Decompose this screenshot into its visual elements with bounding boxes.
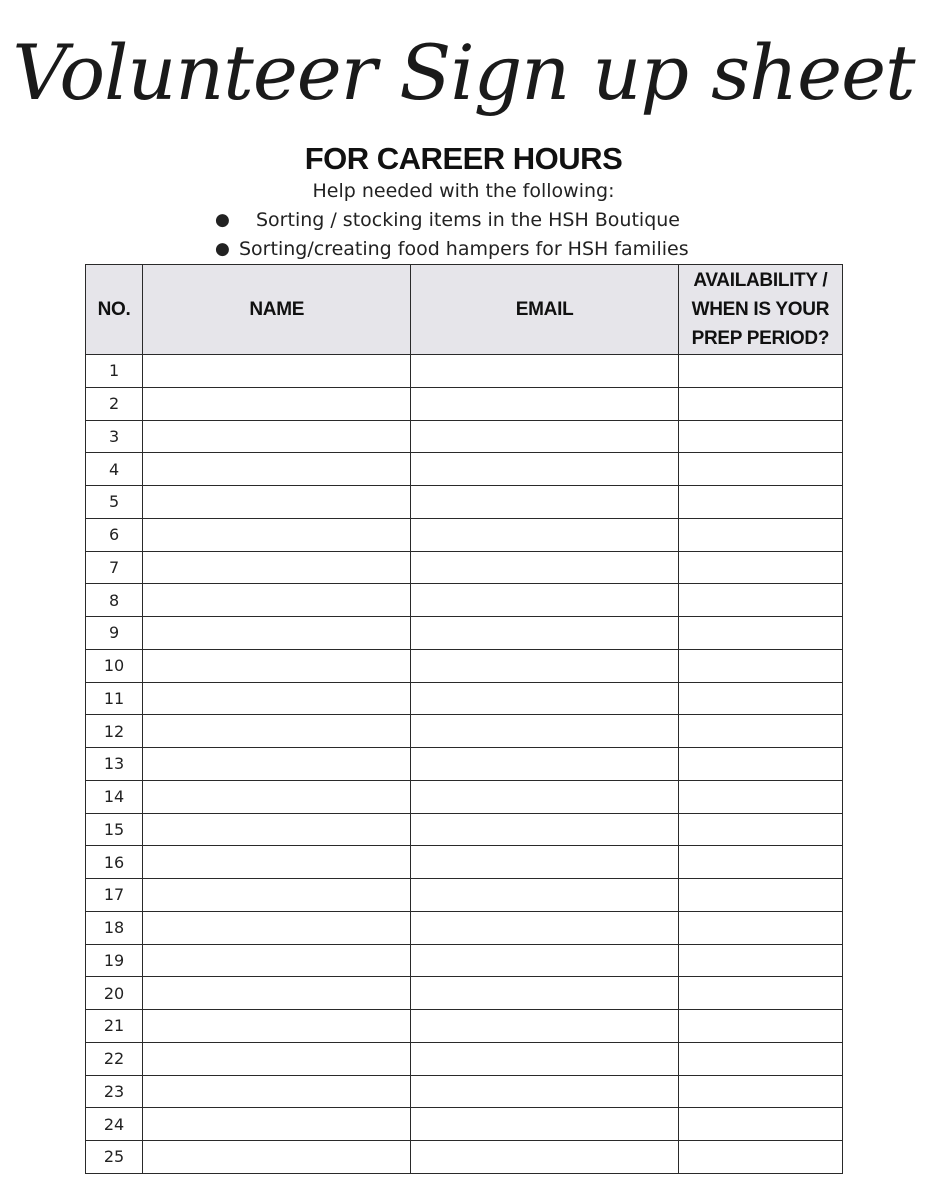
availability-cell[interactable] <box>678 846 842 879</box>
signup-table <box>85 264 843 1174</box>
name-cell[interactable] <box>143 846 411 879</box>
name-cell[interactable] <box>143 748 411 781</box>
email-cell[interactable] <box>411 911 678 944</box>
bullet-icon: ● <box>215 210 230 230</box>
table-row <box>86 1075 843 1108</box>
column-header-no: NO. <box>86 265 143 355</box>
row-number: 23 <box>86 1075 143 1108</box>
email-cell[interactable] <box>411 649 678 682</box>
availability-cell[interactable] <box>678 420 842 453</box>
availability-cell[interactable] <box>678 911 842 944</box>
availability-cell[interactable] <box>678 387 842 420</box>
row-number: 12 <box>86 715 143 748</box>
task-text: Sorting/creating food hampers for HSH families <box>239 238 689 260</box>
row-number: 20 <box>86 977 143 1010</box>
name-cell[interactable] <box>143 1141 411 1174</box>
name-cell[interactable] <box>143 1108 411 1141</box>
table-row <box>86 387 843 420</box>
table-row <box>86 649 843 682</box>
table-row <box>86 420 843 453</box>
name-cell[interactable] <box>143 813 411 846</box>
name-cell[interactable] <box>143 420 411 453</box>
row-number: 22 <box>86 1042 143 1075</box>
table-row <box>86 977 843 1010</box>
table-row <box>86 780 843 813</box>
row-number: 1 <box>86 355 143 388</box>
name-cell[interactable] <box>143 649 411 682</box>
email-cell[interactable] <box>411 748 678 781</box>
email-cell[interactable] <box>411 355 678 388</box>
table-row <box>86 715 843 748</box>
table-row <box>86 486 843 519</box>
table-row <box>86 748 843 781</box>
table-row <box>86 1042 843 1075</box>
table-row <box>86 1010 843 1043</box>
row-number: 14 <box>86 780 143 813</box>
email-cell[interactable] <box>411 944 678 977</box>
row-number: 5 <box>86 486 143 519</box>
availability-cell[interactable] <box>678 879 842 912</box>
table-row <box>86 355 843 388</box>
availability-cell[interactable] <box>678 518 842 551</box>
row-number: 25 <box>86 1141 143 1174</box>
availability-cell[interactable] <box>678 944 842 977</box>
name-cell[interactable] <box>143 977 411 1010</box>
task-text: Sorting / stocking items in the HSH Boutique <box>256 209 680 231</box>
bullet-icon: ● <box>215 239 230 259</box>
email-cell[interactable] <box>411 584 678 617</box>
row-number: 7 <box>86 551 143 584</box>
email-cell[interactable] <box>411 387 678 420</box>
email-cell[interactable] <box>411 1042 678 1075</box>
email-cell[interactable] <box>411 1010 678 1043</box>
availability-cell[interactable] <box>678 1010 842 1043</box>
name-cell[interactable] <box>143 584 411 617</box>
table-row <box>86 1141 843 1174</box>
name-cell[interactable] <box>143 944 411 977</box>
row-number: 16 <box>86 846 143 879</box>
availability-cell[interactable] <box>678 486 842 519</box>
table-row <box>86 879 843 912</box>
table-row <box>86 911 843 944</box>
column-header-availability: AVAILABILITY / WHEN IS YOUR PREP PERIOD? <box>678 265 842 355</box>
email-cell[interactable] <box>411 551 678 584</box>
row-number: 24 <box>86 1108 143 1141</box>
intro-text: Help needed with the following: <box>312 180 615 202</box>
name-cell[interactable] <box>143 1075 411 1108</box>
email-cell[interactable] <box>411 879 678 912</box>
table-row <box>86 551 843 584</box>
availability-cell[interactable] <box>678 584 842 617</box>
name-cell[interactable] <box>143 387 411 420</box>
row-number: 21 <box>86 1010 143 1043</box>
email-cell[interactable] <box>411 780 678 813</box>
row-number: 19 <box>86 944 143 977</box>
name-cell[interactable] <box>143 486 411 519</box>
availability-cell[interactable] <box>678 1108 842 1141</box>
name-cell[interactable] <box>143 682 411 715</box>
table-row <box>86 1108 843 1141</box>
availability-cell[interactable] <box>678 715 842 748</box>
row-number: 3 <box>86 420 143 453</box>
email-cell[interactable] <box>411 977 678 1010</box>
email-cell[interactable] <box>411 1108 678 1141</box>
name-cell[interactable] <box>143 911 411 944</box>
email-cell[interactable] <box>411 486 678 519</box>
availability-cell[interactable] <box>678 617 842 650</box>
email-cell[interactable] <box>411 453 678 486</box>
table-header-row <box>86 265 843 355</box>
task-item <box>0 206 927 235</box>
email-cell[interactable] <box>411 518 678 551</box>
table-row <box>86 813 843 846</box>
availability-cell[interactable] <box>678 649 842 682</box>
column-header-name: NAME <box>143 265 411 355</box>
name-cell[interactable] <box>143 879 411 912</box>
task-list <box>0 206 927 264</box>
email-cell[interactable] <box>411 617 678 650</box>
table-row <box>86 584 843 617</box>
row-number: 17 <box>86 879 143 912</box>
task-item <box>0 235 927 264</box>
availability-cell[interactable] <box>678 551 842 584</box>
email-cell[interactable] <box>411 1141 678 1174</box>
row-number: 8 <box>86 584 143 617</box>
availability-cell[interactable] <box>678 813 842 846</box>
page-subtitle: FOR CAREER HOURS <box>304 141 623 176</box>
name-cell[interactable] <box>143 1010 411 1043</box>
table-row <box>86 617 843 650</box>
email-cell[interactable] <box>411 682 678 715</box>
email-cell[interactable] <box>411 813 678 846</box>
table-row <box>86 682 843 715</box>
table-body <box>86 355 843 1174</box>
row-number: 6 <box>86 518 143 551</box>
name-cell[interactable] <box>143 551 411 584</box>
row-number: 13 <box>86 748 143 781</box>
row-number: 11 <box>86 682 143 715</box>
name-cell[interactable] <box>143 355 411 388</box>
availability-cell[interactable] <box>678 355 842 388</box>
name-cell[interactable] <box>143 780 411 813</box>
row-number: 9 <box>86 617 143 650</box>
email-cell[interactable] <box>411 420 678 453</box>
email-cell[interactable] <box>411 846 678 879</box>
name-cell[interactable] <box>143 617 411 650</box>
name-cell[interactable] <box>143 518 411 551</box>
table-row <box>86 453 843 486</box>
page-title: Volunteer Sign up sheet <box>12 28 915 117</box>
availability-cell[interactable] <box>678 780 842 813</box>
availability-cell[interactable] <box>678 977 842 1010</box>
table-row <box>86 944 843 977</box>
availability-cell[interactable] <box>678 1141 842 1174</box>
availability-cell[interactable] <box>678 1075 842 1108</box>
row-number: 15 <box>86 813 143 846</box>
name-cell[interactable] <box>143 453 411 486</box>
row-number: 2 <box>86 387 143 420</box>
email-cell[interactable] <box>411 1075 678 1108</box>
name-cell[interactable] <box>143 1042 411 1075</box>
column-header-email: EMAIL <box>411 265 678 355</box>
row-number: 10 <box>86 649 143 682</box>
name-cell[interactable] <box>143 715 411 748</box>
availability-cell[interactable] <box>678 1042 842 1075</box>
row-number: 18 <box>86 911 143 944</box>
availability-cell[interactable] <box>678 748 842 781</box>
table-row <box>86 846 843 879</box>
email-cell[interactable] <box>411 715 678 748</box>
availability-cell[interactable] <box>678 682 842 715</box>
availability-cell[interactable] <box>678 453 842 486</box>
row-number: 4 <box>86 453 143 486</box>
table-row <box>86 518 843 551</box>
